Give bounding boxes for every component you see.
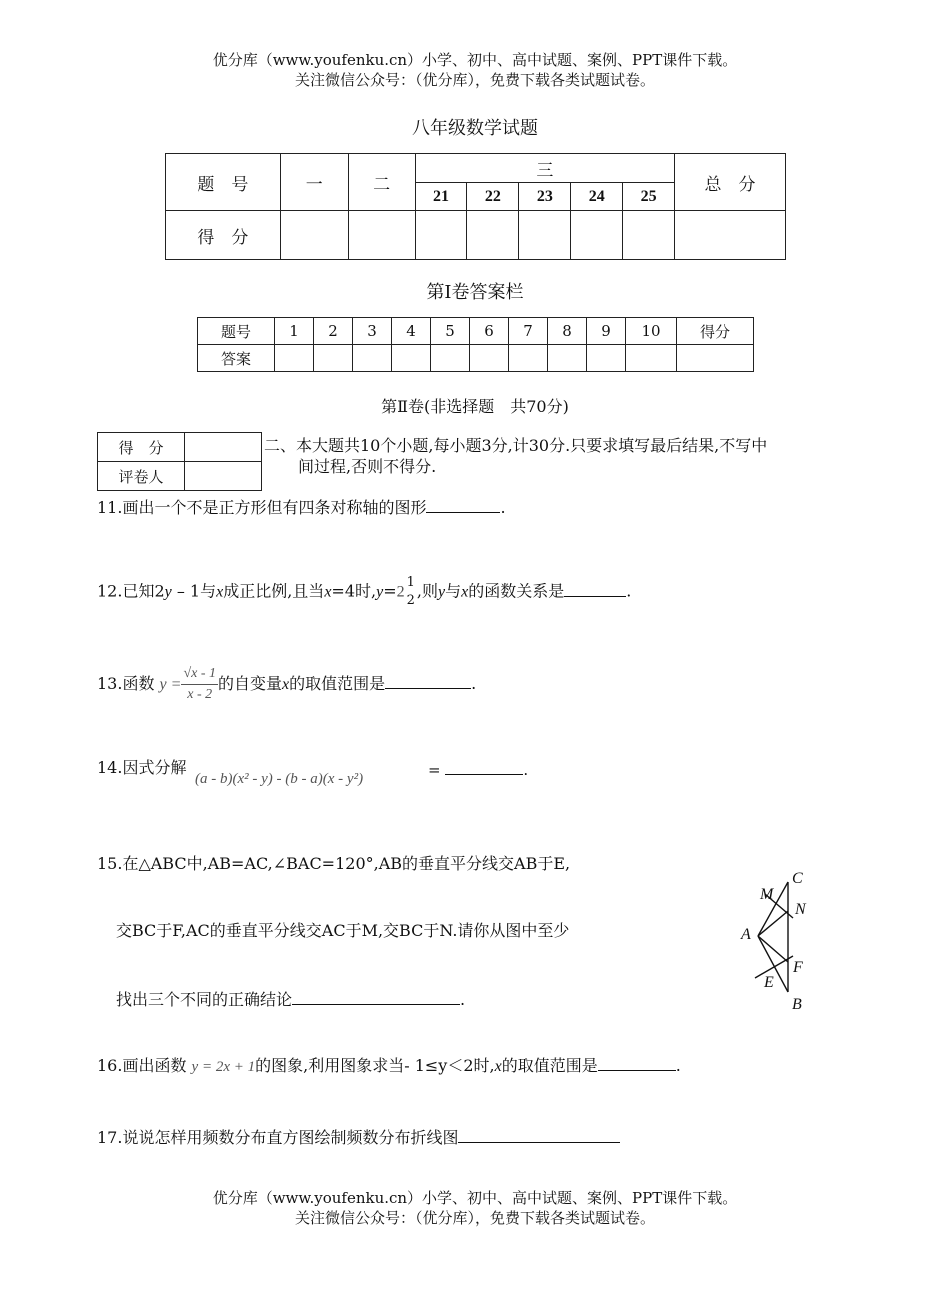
score-cell[interactable] <box>571 211 623 260</box>
answer-number: 5 <box>431 318 470 345</box>
grader-name-cell[interactable] <box>185 462 262 491</box>
section-2-title: 第Ⅱ卷(非选择题 共70分) <box>381 397 569 416</box>
grader-score-label: 得 分 <box>98 433 185 462</box>
q13-var-x: x <box>282 676 290 693</box>
answer-number: 8 <box>548 318 587 345</box>
question-17 <box>97 1126 620 1149</box>
q12-text: 成正比例,且当 <box>223 581 325 601</box>
q12-end: . <box>626 581 632 601</box>
q15-end: . <box>460 990 466 1009</box>
q12-frac-denominator: 2 <box>406 593 415 608</box>
answer-table-score-label: 得分 <box>677 318 754 345</box>
score-cell[interactable] <box>415 211 467 260</box>
q17-text: 17.说说怎样用频数分布直方图绘制频数分布折线图 <box>97 1128 459 1147</box>
q13-fraction <box>181 664 218 705</box>
answer-number: 9 <box>587 318 626 345</box>
q13-answer-blank[interactable] <box>385 672 471 689</box>
answer-cell[interactable] <box>275 345 314 372</box>
question-12 <box>97 574 631 610</box>
header-line-1: 优分库（www.youfenku.cn）小学、初中、高中试题、案例、PPT课件下载。 <box>212 51 738 69</box>
score-table-sub-23: 23 <box>519 183 571 211</box>
q12-answer-blank[interactable] <box>564 580 626 597</box>
q14-expression: (a - b)(x² - y) - (b - a)(x - y²) <box>195 771 364 787</box>
score-cell[interactable] <box>280 211 348 260</box>
answer-number: 6 <box>470 318 509 345</box>
q13-frac-denominator: x - 2 <box>187 687 213 702</box>
answer-cell[interactable] <box>353 345 392 372</box>
q12-fraction <box>405 574 417 610</box>
label-B: B <box>792 996 802 1013</box>
score-table-col-2: 二 <box>348 154 415 211</box>
label-M: M <box>760 886 774 903</box>
q12-text: = <box>383 581 397 601</box>
q14-end: . <box>523 761 529 779</box>
score-cell[interactable] <box>623 211 675 260</box>
q12-text: 与 <box>445 581 462 601</box>
answer-table <box>197 317 754 372</box>
line-EF-perp <box>755 956 793 978</box>
score-table-col-3: 三 <box>415 154 675 183</box>
answer-cell[interactable] <box>470 345 509 372</box>
q17-answer-blank[interactable] <box>458 1126 620 1143</box>
q12-var-x: x <box>324 583 332 601</box>
grader-box <box>97 432 262 491</box>
answer-table-row1-label: 题号 <box>198 318 275 345</box>
answer-number: 10 <box>626 318 677 345</box>
label-E: E <box>764 974 774 991</box>
score-cell[interactable] <box>675 211 786 260</box>
label-F: F <box>793 959 803 976</box>
section-1-title: 第Ⅰ卷答案栏 <box>426 282 524 303</box>
q14-answer-blank[interactable] <box>445 758 523 775</box>
q15-line-2: 交BC于F,AC的垂直平分线交AC于M,交BC于N.请你从图中至少 <box>116 921 570 940</box>
answer-cell[interactable] <box>677 345 754 372</box>
instructions-line-1: 二、本大题共10个小题,每小题3分,计30分.只要求填写最后结果,不写中 <box>264 436 768 455</box>
grader-name-label: 评卷人 <box>98 462 185 491</box>
label-N: N <box>795 901 806 918</box>
score-table-sub-21: 21 <box>415 183 467 211</box>
score-table-sub-25: 25 <box>623 183 675 211</box>
answer-cell[interactable] <box>431 345 470 372</box>
q12-text: =4时, <box>331 581 377 601</box>
q15-text: 找出三个不同的正确结论 <box>116 990 293 1009</box>
question-13 <box>97 664 476 705</box>
score-cell[interactable] <box>519 211 571 260</box>
page-title: 八年级数学试题 <box>412 118 538 139</box>
q16-var-x: x <box>494 1058 502 1075</box>
q13-text: 的取值范围是 <box>289 674 386 693</box>
answer-cell[interactable] <box>392 345 431 372</box>
question-11 <box>97 496 506 519</box>
q16-answer-blank[interactable] <box>598 1054 676 1071</box>
q12-frac-numerator: 1 <box>406 575 415 590</box>
q11-answer-blank[interactable] <box>426 496 500 513</box>
q14-text: 14.因式分解 <box>97 758 187 777</box>
answer-cell[interactable] <box>626 345 677 372</box>
q14-answer <box>428 758 528 779</box>
q13-end: . <box>471 674 477 693</box>
score-table-row2-label: 得 分 <box>166 211 281 260</box>
answer-number: 7 <box>509 318 548 345</box>
score-table <box>165 153 786 260</box>
score-cell[interactable] <box>348 211 415 260</box>
q16-text: 的取值范围是 <box>501 1056 598 1075</box>
q16-condition: - 1≤y＜2时, <box>404 1056 495 1075</box>
q16-function: y = 2x + 1 <box>191 1059 256 1075</box>
q13-text: 13.函数 <box>97 674 155 693</box>
q12-var-y: y <box>376 583 384 601</box>
answer-number: 4 <box>392 318 431 345</box>
answer-number: 2 <box>314 318 353 345</box>
score-table-sub-24: 24 <box>571 183 623 211</box>
score-table-total: 总 分 <box>675 154 786 211</box>
answer-table-row2-label: 答案 <box>198 345 275 372</box>
q16-end: . <box>675 1056 681 1075</box>
score-table-col-1: 一 <box>280 154 348 211</box>
label-A: A <box>741 926 751 943</box>
q13-text: 的自变量 <box>218 674 283 693</box>
q16-text: 16.画出函数 <box>97 1056 187 1075</box>
q15-line-3 <box>116 988 465 1011</box>
answer-cell[interactable] <box>587 345 626 372</box>
q15-answer-blank[interactable] <box>292 988 460 1005</box>
q13-func-y: y = <box>159 676 182 693</box>
question-14 <box>97 757 186 779</box>
score-table-sub-22: 22 <box>467 183 519 211</box>
footer-line-2: 关注微信公众号：（优分库），免费下载各类试题试卷。 <box>294 1209 655 1227</box>
q12-var-x: x <box>461 583 469 601</box>
label-C: C <box>792 870 803 887</box>
q11-end: . <box>500 498 506 517</box>
grader-score-cell[interactable] <box>185 433 262 462</box>
question-16 <box>97 1054 681 1078</box>
q13-frac-numerator: √x - 1 <box>181 664 218 685</box>
line-AF <box>758 936 788 962</box>
q12-text: 12.已知2 <box>97 581 165 601</box>
q11-text: 11.画出一个不是正方形但有四条对称轴的图形 <box>97 498 427 517</box>
q12-mixed-whole: 2 <box>396 583 405 601</box>
score-cell[interactable] <box>467 211 519 260</box>
q12-text: 的函数关系是 <box>468 581 565 601</box>
line-AN <box>758 911 788 936</box>
q12-var-x: x <box>216 583 224 601</box>
header-line-2: 关注微信公众号：（优分库），免费下载各类试题试卷。 <box>294 71 655 89</box>
q12-text: ,则 <box>416 581 438 601</box>
q16-text: 的图象,利用图象求当 <box>255 1056 405 1075</box>
answer-cell[interactable] <box>509 345 548 372</box>
q14-equals: = <box>428 761 441 779</box>
answer-number: 3 <box>353 318 392 345</box>
score-table-row1-label: 题 号 <box>166 154 281 211</box>
answer-number: 1 <box>275 318 314 345</box>
answer-cell[interactable] <box>314 345 353 372</box>
q15-line-1: 15.在△ABC中,AB=AC,∠BAC=120°,AB的垂直平分线交AB于E, <box>97 854 571 873</box>
footer-line-1: 优分库（www.youfenku.cn）小学、初中、高中试题、案例、PPT课件下载。 <box>212 1189 738 1207</box>
q12-text: – 1与 <box>171 581 217 601</box>
answer-cell[interactable] <box>548 345 587 372</box>
instructions-line-2: 间过程,否则不得分. <box>298 457 437 476</box>
q12-var-y: y <box>438 583 446 601</box>
q12-var-y: y <box>164 583 172 601</box>
